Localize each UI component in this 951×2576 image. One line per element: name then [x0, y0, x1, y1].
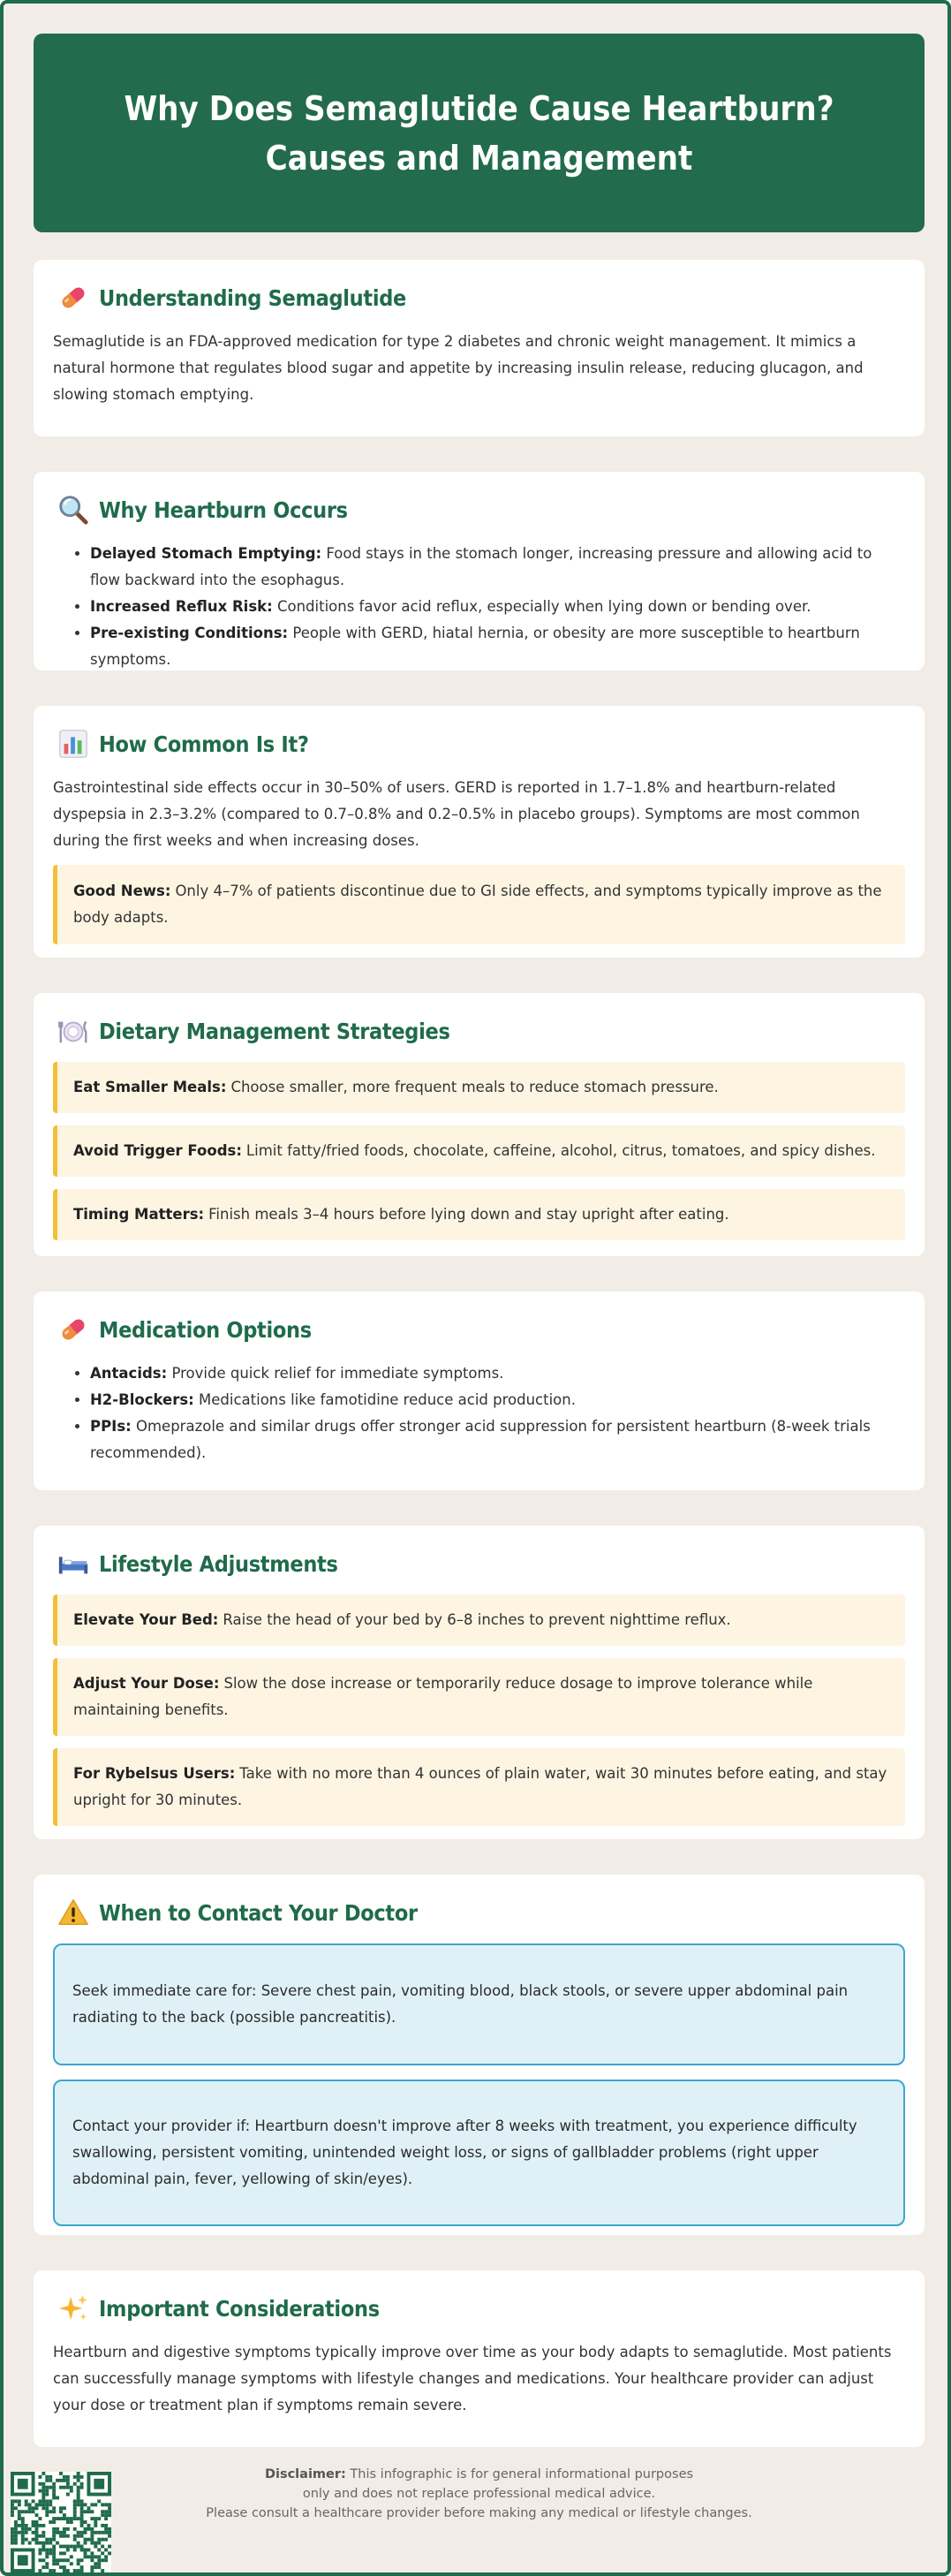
footer-disclaimer [4, 2465, 951, 2576]
item-label: Increased Reflux Risk: [90, 598, 273, 615]
cause-list [53, 541, 905, 673]
card-header [53, 1011, 905, 1051]
strategy-note [53, 1125, 905, 1177]
card-how-common [34, 706, 925, 958]
note-label: Avoid Trigger Foods: [73, 1142, 242, 1159]
contact-provider-alert [53, 2080, 905, 2226]
note-label: Adjust Your Dose: [73, 1675, 220, 1692]
card-header [53, 489, 905, 530]
note-text: Only 4–7% of patients discontinue due to GI side effects, and symptoms typically improve as the body adapts. [73, 883, 882, 926]
lifestyle-note [53, 1658, 905, 1736]
item-label: Pre-existing Conditions: [90, 625, 289, 641]
list-item [90, 1413, 905, 1466]
item-text: Omeprazole and similar drugs offer stronger acid suppression for persistent heartburn (8-week trials recommended). [90, 1418, 871, 1461]
card-medication [34, 1292, 925, 1490]
section-text: Heartburn and digestive symptoms typically improve over time as your body adapts to semaglutide. Most patients can successfully manage symptoms with lifestyle changes and medications. Your healthcare provider can adjust your dose or treatment plan if symptoms remain severe. [53, 2344, 892, 2413]
warning-icon [57, 1896, 90, 1929]
disclaimer-label: Disclaimer: [264, 2467, 346, 2481]
card-header [53, 277, 905, 318]
note-label: Elevate Your Bed: [73, 1611, 219, 1628]
card-why-heartburn [34, 472, 925, 671]
card-header [53, 2288, 905, 2329]
item-label: Delayed Stomach Emptying: [90, 545, 322, 562]
card-lifestyle [34, 1526, 925, 1839]
note-text: Finish meals 3–4 hours before lying down and stay upright after eating. [208, 1206, 729, 1223]
item-text: Provide quick relief for immediate symptoms. [171, 1365, 504, 1382]
card-header [53, 724, 905, 764]
item-text: People with GERD, hiatal hernia, or obesity are more susceptible to heartburn symptoms. [90, 625, 860, 668]
note-label: Eat Smaller Meals: [73, 1079, 227, 1095]
urgent-care-alert [53, 1943, 905, 2065]
card-header [53, 1543, 905, 1584]
item-label: PPIs: [90, 1418, 132, 1435]
section-heading: Understanding Semaglutide [99, 284, 407, 311]
magnifying-glass-icon [57, 493, 90, 527]
sparkles-icon [57, 2292, 90, 2325]
note-text: Slow the dose increase or temporarily reduce dosage to improve tolerance while maintaining benefits. [73, 1675, 813, 1718]
lifestyle-note [53, 1595, 905, 1646]
item-text: Medications like famotidine reduce acid production. [199, 1391, 576, 1408]
card-contact-doctor [34, 1875, 925, 2235]
note-label: Timing Matters: [73, 1206, 205, 1223]
note-text: Limit fatty/fried foods, chocolate, caffeine, alcohol, citrus, tomatoes, and spicy dishes. [245, 1142, 876, 1159]
page-title: Why Does Semaglutide Cause Heartburn? Causes and Management [124, 88, 834, 178]
note-label: Good News: [73, 883, 171, 899]
lifestyle-note [53, 1748, 905, 1826]
note-text: Choose smaller, more frequent meals to reduce stomach pressure. [230, 1079, 719, 1095]
section-heading: When to Contact Your Doctor [99, 1899, 418, 1926]
alert-label: Seek immediate care for: [72, 1982, 257, 1999]
good-news-note [53, 865, 905, 944]
item-text: Food stays in the stomach longer, increasing pressure and allowing acid to flow backward into the esophagus. [90, 545, 872, 588]
card-understanding [34, 260, 925, 436]
item-label: H2-Blockers: [90, 1391, 194, 1408]
disclaimer-line-2: only and does not replace professional medical advice. [302, 2487, 656, 2501]
plate-utensils-icon [57, 1014, 90, 1048]
medication-list [53, 1360, 905, 1466]
alert-text: Severe chest pain, vomiting blood, black stools, or severe upper abdominal pain radiating to the back (possible pancreatitis). [72, 1982, 849, 2026]
list-item [90, 541, 905, 594]
note-text: Raise the head of your bed by 6–8 inches to prevent nighttime reflux. [223, 1611, 731, 1628]
card-header [53, 1892, 905, 1933]
header-banner [34, 34, 925, 232]
list-item [90, 1387, 905, 1413]
card-considerations [34, 2270, 925, 2447]
disclaimer-line-1: This infographic is for general informational purposes [350, 2467, 694, 2481]
card-header [53, 1309, 905, 1350]
note-text: Take with no more than 4 ounces of plain water, wait 30 minutes before eating, and stay upright for 30 minutes. [73, 1765, 887, 1808]
section-heading: Medication Options [99, 1316, 312, 1343]
list-item [90, 620, 905, 673]
strategy-note [53, 1189, 905, 1240]
bar-chart-icon [57, 727, 90, 761]
item-text: Conditions favor acid reflux, especially when lying down or bending over. [276, 598, 811, 615]
pill-icon [57, 1313, 90, 1346]
list-item [90, 594, 905, 620]
qr-code-icon [11, 2472, 111, 2572]
section-heading: Lifestyle Adjustments [99, 1550, 338, 1577]
section-heading: Dietary Management Strategies [99, 1018, 450, 1044]
section-heading: Why Heartburn Occurs [99, 496, 348, 523]
card-dietary [34, 993, 925, 1256]
section-text: Semaglutide is an FDA-approved medication for type 2 diabetes and chronic weight management. It mimics a natural hormone that regulates blood sugar and appetite by increasing insulin release, reducing glucagon, and slowing stomach emptying. [53, 333, 864, 403]
section-heading: How Common Is It? [99, 731, 309, 757]
disclaimer-line-3: Please consult a healthcare provider before making any medical or lifestyle changes. [206, 2506, 752, 2520]
pill-icon [57, 281, 90, 314]
note-label: For Rybelsus Users: [73, 1765, 236, 1782]
section-heading: Important Considerations [99, 2295, 380, 2322]
list-item [90, 1360, 905, 1387]
alert-label: Contact your provider if: [72, 2118, 251, 2134]
section-text: Gastrointestinal side effects occur in 30–50% of users. GERD is reported in 1.7–1.8% and heartburn-related dyspepsia in 2.3–3.2% (compared to 0.7–0.8% and 0.2–0.5% in placebo groups). Symptoms are most common during the first weeks and when increasing doses. [53, 779, 860, 849]
item-label: Antacids: [90, 1365, 168, 1382]
alert-text: Heartburn doesn't improve after 8 weeks with treatment, you experience difficulty swallowing, persistent vomiting, unintended weight loss, or signs of gallbladder problems (right upper abdominal pain, fever, yellowing of skin/eyes). [72, 2118, 857, 2187]
strategy-note [53, 1062, 905, 1113]
bed-icon [57, 1547, 90, 1580]
